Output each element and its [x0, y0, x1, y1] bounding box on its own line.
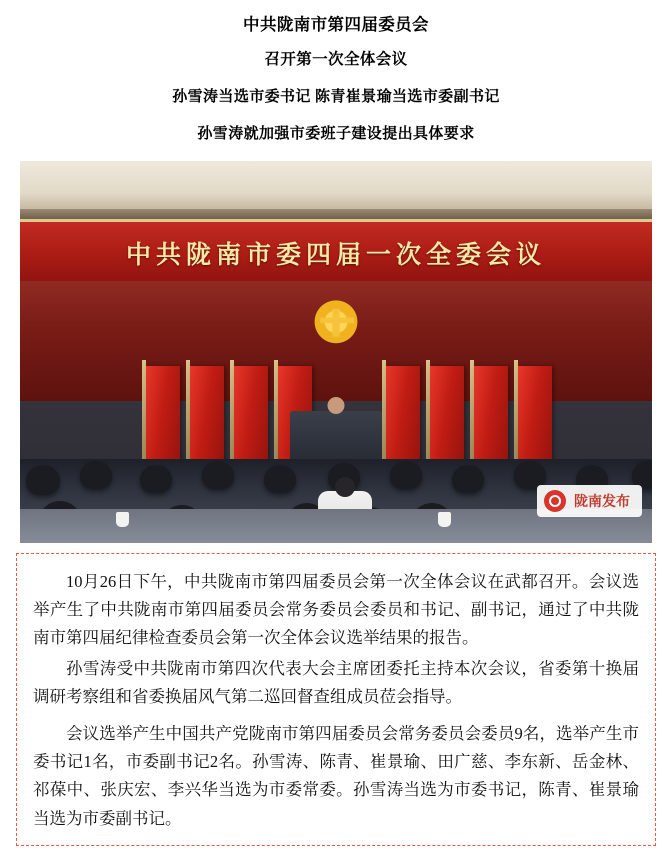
headline-line-3: 孙雪涛当选市委书记 陈青崔景瑜当选市委副书记: [172, 89, 500, 106]
wechat-account-logo-icon: [544, 490, 566, 512]
headline-line-4: 孙雪涛就加强市委班子建设提出具体要求: [197, 126, 475, 143]
speaker-figure: [328, 397, 345, 414]
photo-background: [20, 161, 652, 543]
stage-banner-text: 中共陇南市委四届一次全委会议: [125, 241, 546, 269]
paragraph-2: 孙雪涛受中共陇南市第四次代表大会主席团委托主持本次会议，省委第十换届调研考察组和省委换届风气第二巡回督查组成员莅会指导。: [33, 658, 639, 707]
paragraph-1: 10月26日下午，中共陇南市第四届委员会第一次全体会议在武都召开。会议选举产生了中共陇南市第四届委员会常务委员会委员和书记、副书记，通过了中共陇南市第四届纪律检查委员会第一次全体会议选举结果的报告。: [33, 571, 639, 648]
podium: [290, 411, 382, 463]
headline-block: [0, 0, 672, 157]
page-title: 中共陇南市第四届委员会: [243, 15, 429, 34]
headline-line-2: 召开第一次全体会议: [264, 51, 408, 69]
stage-banner: [20, 219, 652, 287]
account-name: 陇南发布: [574, 492, 630, 509]
article-body: [16, 553, 656, 846]
account-badge: [537, 485, 642, 517]
conference-photo: [20, 161, 652, 543]
party-emblem-icon: [300, 293, 372, 357]
ceiling-lights: [20, 161, 652, 219]
paragraph-3: 会议选举产生中国共产党陇南市第四届委员会常务委员会委员9名，选举产生市委书记1名，市委副书记2名。孙雪涛、陈青、崔景瑜、田广慈、李东新、岳金林、祁葆中、张庆宏、李兴华当选为市委常委。孙雪涛当选为市委书记，陈青、崔景瑜当选为市委副书记。: [33, 723, 639, 828]
